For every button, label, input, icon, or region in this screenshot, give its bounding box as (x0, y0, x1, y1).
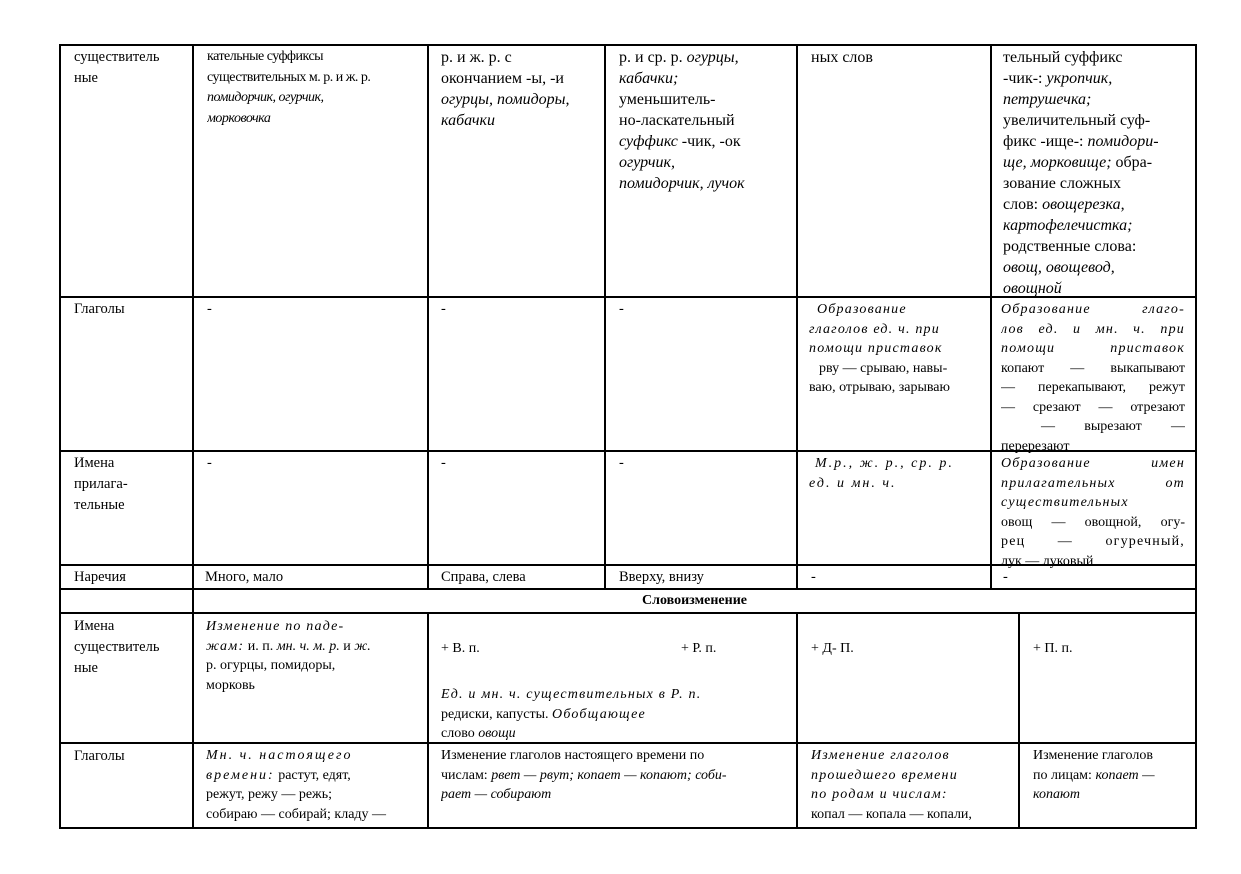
text-line: ные (74, 660, 98, 676)
text-line: огурчик, (619, 154, 676, 171)
text-line: Изменение глаголов (1033, 748, 1153, 763)
row4-col4: Вверху, внизу (619, 569, 704, 585)
text-line: по лицам: копает — (1033, 767, 1155, 783)
text-line: овощной (1003, 280, 1062, 297)
text-line: Имена (74, 455, 115, 471)
row4-col3: Справа, слева (441, 569, 526, 585)
row2-col3: - (441, 301, 446, 317)
text-line: Изменение глаголов (811, 748, 950, 763)
row2-col4: - (619, 301, 624, 317)
text-line: лук — луковый (1001, 553, 1094, 569)
text-line: помидорчик, лучок (619, 175, 745, 192)
row3-col6 (1001, 454, 1185, 571)
text-line: увеличительный суф- (1003, 112, 1151, 129)
text-line: жам: и. п. мн. ч. м. р. и ж. (206, 638, 371, 654)
text-line: помощи приставок (1001, 341, 1185, 356)
text-line: редиски, капусты. Обобщающее (441, 706, 646, 722)
row7-col3 (441, 746, 793, 805)
text-line: глаголов ед. ч. при (809, 321, 940, 337)
text-line: морковочка (207, 110, 271, 126)
row2-col2: - (207, 301, 212, 317)
row4-col2: Много, мало (205, 569, 284, 585)
text-line: существитель (74, 49, 160, 65)
text-line: слово овощи (441, 726, 516, 741)
text-line: собираю — собирай; кладу — (206, 806, 387, 822)
text-line: перерезают (1001, 438, 1070, 454)
row1-col4 (619, 47, 795, 194)
row2-category (74, 299, 190, 320)
text-line: но-ласкательный (619, 112, 735, 129)
text-line: овощ, овощевод, (1003, 259, 1115, 276)
text-line: родственные слова: (1003, 238, 1137, 255)
text-line: огурцы, помидоры, (441, 91, 570, 108)
text-line: зование сложных (1003, 175, 1121, 192)
text-line: существительных м. р. и ж. р. (207, 69, 371, 85)
text-line: Образование имен (1001, 456, 1185, 471)
row3-col2: - (207, 455, 212, 471)
text-line: по родам и числам: (811, 787, 948, 802)
text-line: окончанием -ы, -и (441, 70, 564, 87)
row1-col6 (1003, 47, 1193, 299)
text-line: Образование (817, 302, 907, 317)
text-line: Глаголы (74, 301, 125, 317)
text-line: помидорчик, огурчик, (207, 90, 324, 105)
row6-col3 (441, 639, 791, 744)
text-line: рву — срываю, навы- (819, 360, 948, 376)
text-line: числам: рвет — рвут; копает — копают; соби- (441, 767, 727, 783)
row4-category: Наречия (74, 569, 126, 585)
row1-col5 (811, 47, 987, 68)
text-line: уменьшитель- (619, 91, 716, 108)
row6-col2 (206, 617, 426, 695)
text-line: Изменение глаголов настоящего времени по (441, 748, 705, 763)
text-line: суффикс -чик, -ок (619, 133, 741, 150)
text-line: фикс -ище-: помидори- (1003, 133, 1159, 150)
text-line: — вырезают — (1041, 419, 1185, 434)
text-line: копают — выкапывают (1001, 360, 1185, 376)
text-line: помощи приставок (809, 341, 943, 356)
row1-category (74, 47, 190, 89)
text-line: кабачки (441, 112, 496, 129)
text-line: Изменение по паде- (206, 619, 345, 634)
spacer (441, 659, 791, 685)
text-line: — срезают — отрезают (1001, 399, 1185, 415)
text-line: М.р., ж. р., ср. р. (815, 456, 954, 471)
text-line: морковь (206, 677, 255, 693)
text-line: тельные (74, 497, 125, 513)
text-line: копают (1033, 787, 1080, 802)
text-line: рает — собирают (441, 787, 552, 802)
text-line: прошедшего времени (811, 767, 958, 783)
row3-col5 (809, 454, 989, 493)
row3-col3: - (441, 455, 446, 471)
text-line: режут, режу — режь; (206, 787, 332, 802)
row2-col5 (809, 300, 989, 398)
text-line: тельный суффикс (1003, 49, 1123, 66)
genitive-label: + Р. п. (681, 641, 717, 656)
text-line: ваю, отрываю, зарываю (809, 380, 950, 395)
row3-category (74, 453, 190, 516)
row6-col4: + Д- П. (811, 641, 854, 656)
text-line: — перекапывают, режут (1001, 380, 1185, 395)
row1-col2 (207, 47, 425, 129)
text-line: кательные суффиксы (207, 49, 324, 64)
text-line: копал — копала — копали, (811, 806, 972, 822)
text-line: -чик-: укропчик, (1003, 70, 1113, 87)
text-line: Мн. ч. настоящего (206, 748, 353, 763)
row1-col3 (441, 47, 603, 131)
text-line: кабачки; (619, 70, 679, 87)
row7-col2 (206, 746, 426, 824)
text-line: картофелечистка; (1003, 217, 1133, 234)
text-line: р. и ср. р. огурцы, (619, 49, 739, 66)
text-line: Имена (74, 618, 115, 634)
text-line: лов ед. и мн. ч. при (1001, 321, 1185, 337)
text-line: слов: овощерезка, (1003, 196, 1125, 213)
text-line: овощ — овощной, огу- (1001, 514, 1185, 530)
accusative-label: + В. п. (441, 641, 480, 656)
section-title: Словоизменение (642, 593, 747, 608)
text-line: ные (74, 70, 98, 86)
row2-col6 (1001, 300, 1185, 456)
row7-category: Глаголы (74, 748, 125, 764)
text-line: времени: растут, едят, (206, 767, 351, 783)
text-line: ных слов (811, 49, 873, 66)
row4-col5: - (811, 569, 816, 585)
row3-col4: - (619, 455, 624, 471)
row7-col4 (811, 746, 1016, 824)
text-line: существитель (74, 639, 160, 655)
text-line: ще, морковище; обра- (1003, 154, 1153, 171)
text-line: р. огурцы, помидоры, (206, 658, 336, 673)
text-line: прилага- (74, 476, 128, 492)
text-line: прилагательных от (1001, 475, 1185, 491)
row4-col6: - (1003, 569, 1008, 585)
text-line: Образование глаго- (1001, 302, 1185, 317)
text-line (441, 639, 791, 659)
row6-col5: + П. п. (1033, 641, 1073, 656)
text-line: Ед. и мн. ч. существительных в Р. п. (441, 687, 702, 702)
row6-category (74, 616, 190, 679)
row7-col5 (1033, 746, 1193, 805)
text-line: р. и ж. р. с (441, 49, 512, 66)
text-line: рец — огуречный, (1001, 534, 1185, 549)
text-line: петрушечка; (1003, 91, 1092, 108)
text-line: ед. и мн. ч. (809, 475, 897, 491)
text-line: существительных (1001, 495, 1129, 510)
